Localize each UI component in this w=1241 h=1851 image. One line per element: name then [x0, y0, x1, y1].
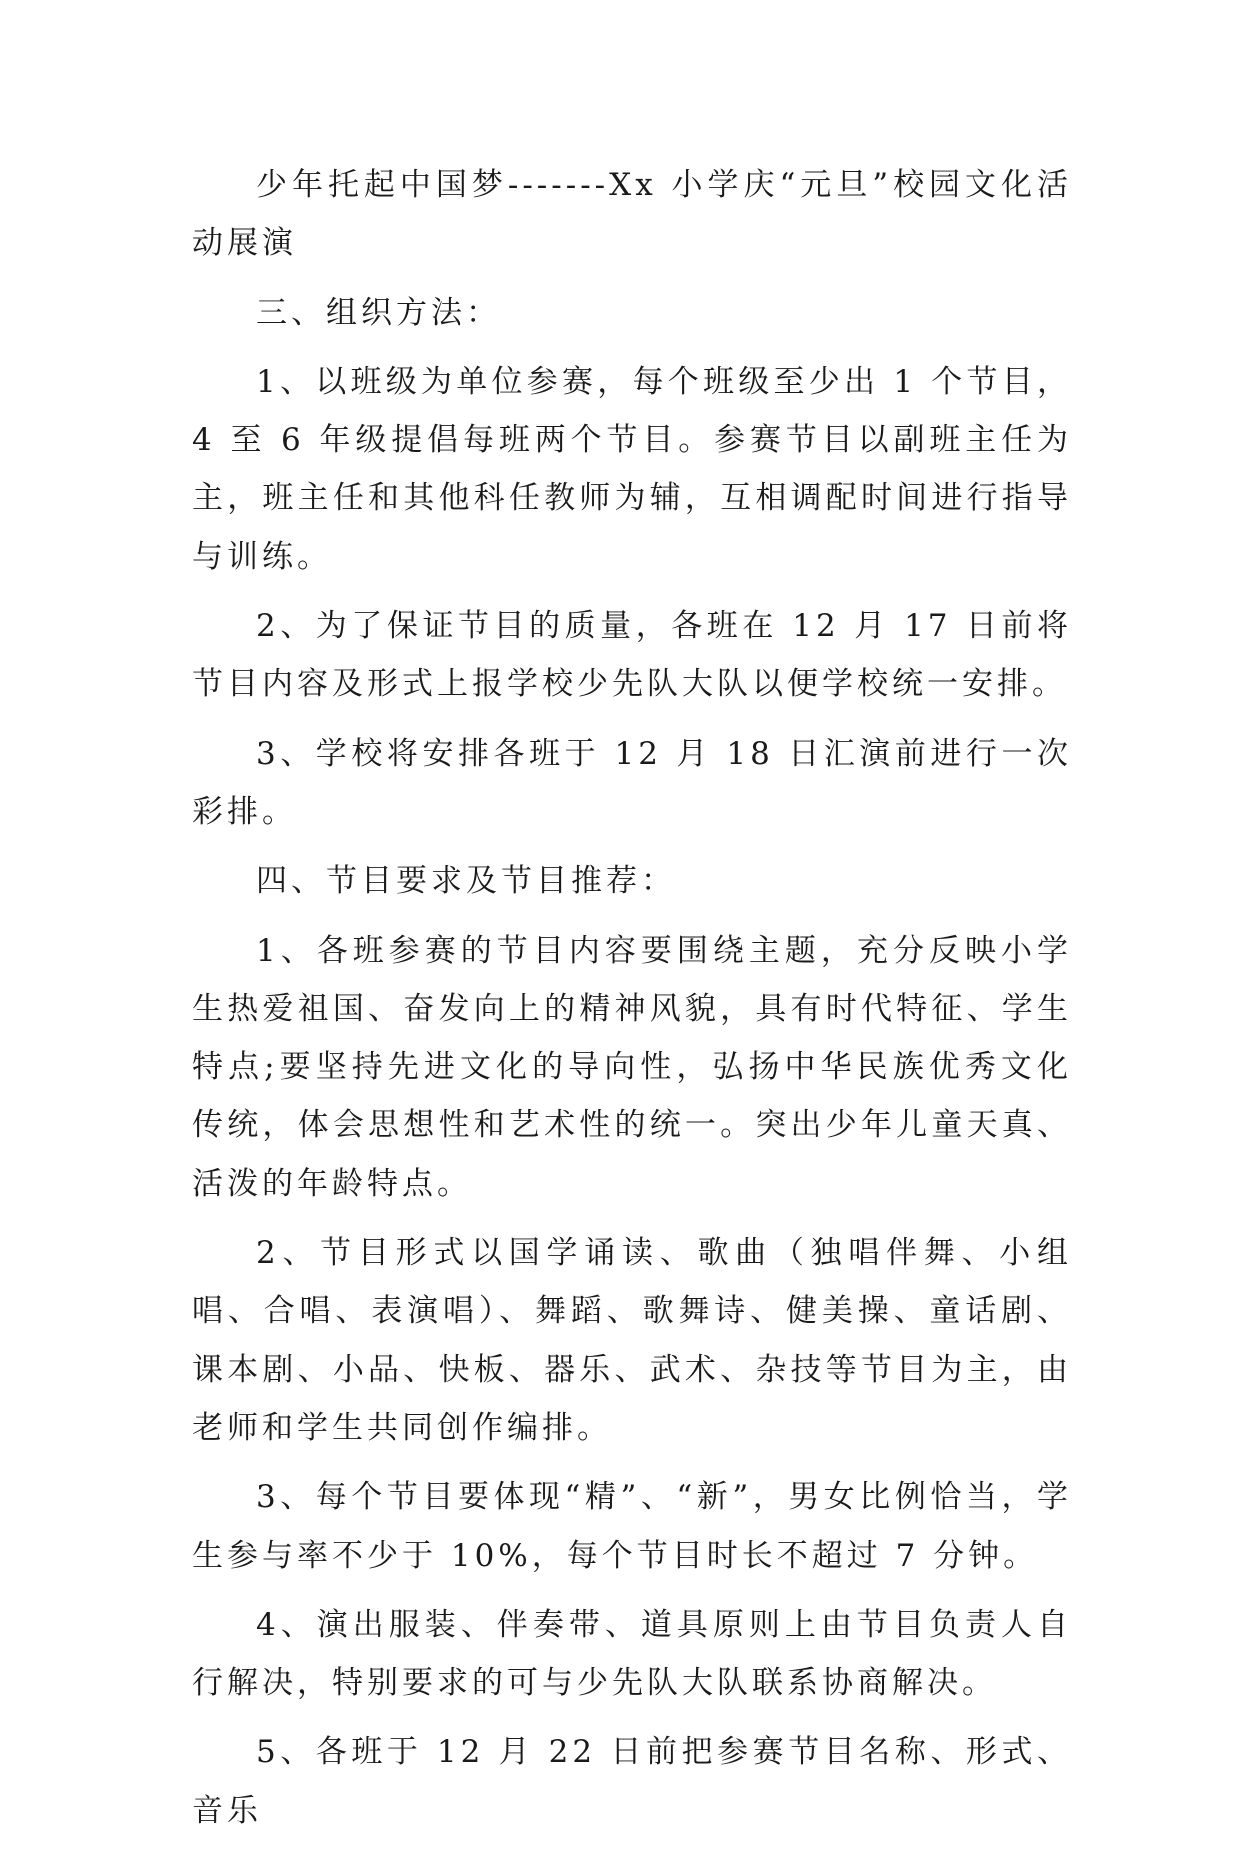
document-body: [192, 156, 1072, 1851]
paragraph-req-item-2: 2、节目形式以国学诵读、歌曲（独唱伴舞、小组唱、合唱、表演唱）、舞蹈、歌舞诗、健美操、童话剧、课本剧、小品、快板、器乐、武术、杂技等节目为主，由老师和学生共同创作编排。: [192, 1235, 1072, 1446]
heading-organization-method: 三、组织方法：: [256, 294, 501, 331]
paragraph-org-item-1: 1、以班级为单位参赛，每个班级至少出 1 个节目，4 至 6 年级提倡每班两个节目。参赛节目以副班主任为主，班主任和其他科任教师为辅，互相调配时间进行指导与训练。: [192, 363, 1072, 575]
paragraph-req-item-4: 4、演出服装、伴奏带、道具原则上由节目负责人自行解决，特别要求的可与少先队大队联系协商解决。: [192, 1606, 1072, 1702]
heading-program-requirements: 四、节目要求及节目推荐：: [256, 863, 676, 900]
paragraph-req-item-3: 3、每个节目要体现“精”、“新”，男女比例恰当，学生参与率不少于 10%，每个节目时长不超过 7 分钟。: [192, 1479, 1072, 1574]
paragraph-req-item-1: 1、各班参赛的节目内容要围绕主题，充分反映小学生热爱祖国、奋发向上的精神风貌，具有时代特征、学生特点;要坚持先进文化的导向性，弘扬中华民族优秀文化传统，体会思想性和艺术性的统一。突出少年儿童天真、活泼的年龄特点。: [192, 932, 1072, 1202]
paragraph-event-title: 少年托起中国梦-------Xx 小学庆“元旦”校园文化活动展演: [192, 167, 1072, 262]
paragraph-org-item-2: 2、为了保证节目的质量，各班在 12 月 17 日前将节目内容及形式上报学校少先队大队以便学校统一安排。: [192, 608, 1072, 703]
paragraph-req-item-5: 5、各班于 12 月 22 日前把参赛节目名称、形式、音乐: [192, 1734, 1072, 1829]
paragraph-org-item-3: 3、学校将安排各班于 12 月 18 日汇演前进行一次彩排。: [192, 735, 1072, 830]
